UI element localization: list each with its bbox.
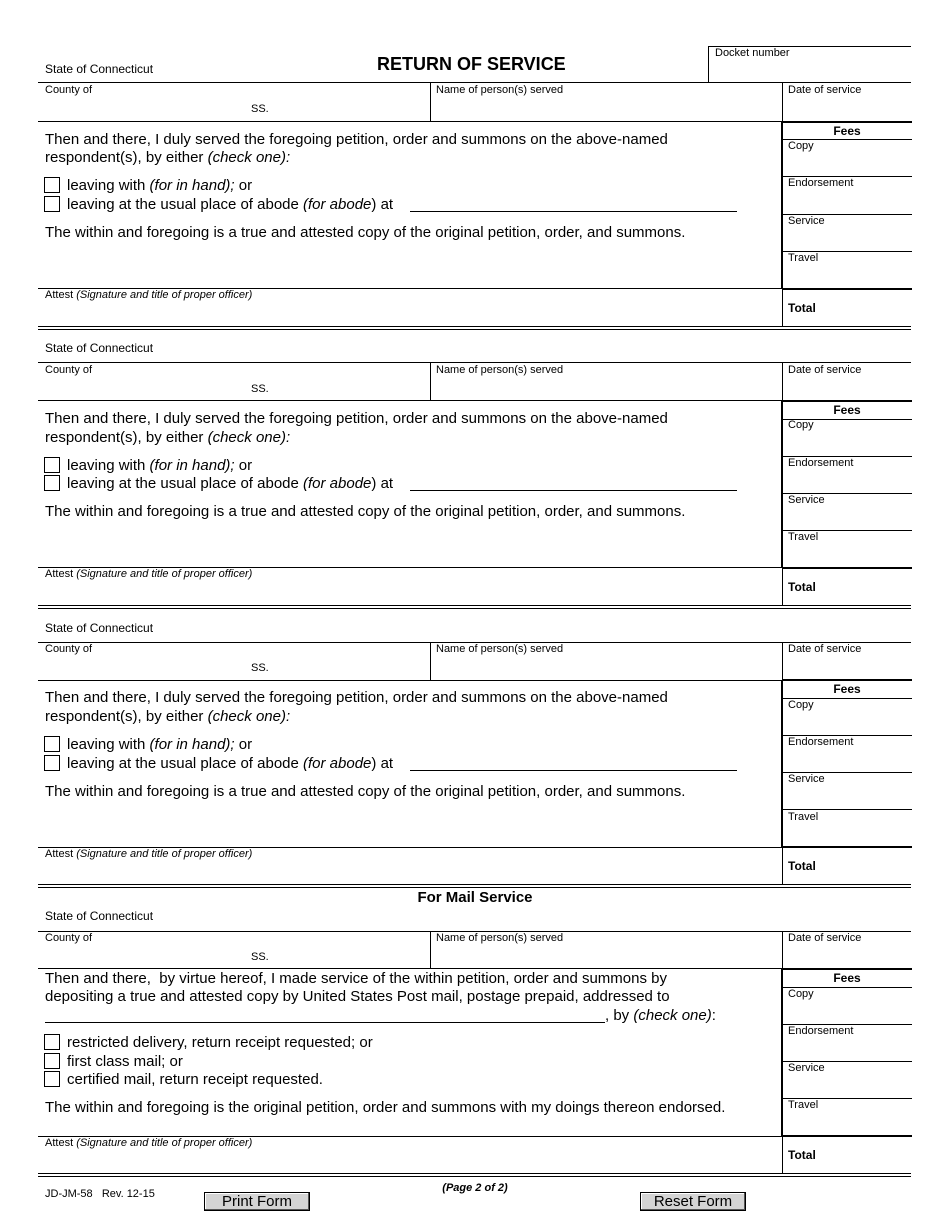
checkbox-certified-mail[interactable] bbox=[44, 1071, 60, 1087]
form-id: JD-JM-58 Rev. 12-15 bbox=[45, 1188, 155, 1200]
fees-heading: Fees bbox=[833, 971, 861, 985]
fee-endorsement-label: Endorsement bbox=[788, 1025, 854, 1037]
fee-service-label: Service bbox=[788, 773, 825, 785]
served-text: Then and there, I duly served the foregoing petition, order and summons on the above-named bbox=[45, 131, 668, 148]
fee-travel-label: Travel bbox=[788, 1099, 819, 1111]
county-label: County of bbox=[45, 932, 93, 944]
fee-copy-label: Copy bbox=[788, 699, 814, 711]
attest-label: Attest (Signature and title of proper officer) bbox=[45, 848, 253, 860]
fee-service-label: Service bbox=[788, 215, 825, 227]
true-copy-text: The within and foregoing is a true and attested copy of the original petition, order, and summons. bbox=[45, 503, 686, 520]
checkbox-in-hand[interactable] bbox=[44, 177, 60, 193]
county-label: County of bbox=[45, 643, 93, 655]
county-label: County of bbox=[45, 84, 93, 96]
state-label: State of Connecticut bbox=[45, 341, 154, 355]
fee-travel-label: Travel bbox=[788, 252, 819, 264]
abode-label: leaving at the usual place of abode (for abode) at bbox=[67, 755, 398, 772]
fees-heading: Fees bbox=[833, 124, 861, 138]
ss-label: SS. bbox=[251, 662, 269, 674]
fees-heading: Fees bbox=[833, 403, 861, 417]
attest-label: Attest (Signature and title of proper officer) bbox=[45, 1137, 253, 1149]
served-text-2: respondent(s), by either (check one): bbox=[45, 429, 291, 446]
fee-copy-label: Copy bbox=[788, 419, 814, 431]
county-label: County of bbox=[45, 364, 93, 376]
fee-travel-label: Travel bbox=[788, 531, 819, 543]
fee-endorsement-label: Endorsement bbox=[788, 736, 854, 748]
mail-text-3: , by (check one): bbox=[605, 1007, 716, 1024]
mail-text-1: Then and there, by virtue hereof, I made service of the within petition, order and summons by bbox=[45, 970, 667, 987]
state-label: State of Connecticut bbox=[45, 62, 154, 76]
fee-service-label: Service bbox=[788, 494, 825, 506]
fee-total-label: Total bbox=[788, 580, 816, 594]
true-copy-text: The within and foregoing is a true and attested copy of the original petition, order, and summons. bbox=[45, 224, 686, 241]
print-form-button[interactable]: Print Form bbox=[204, 1192, 310, 1211]
fee-total-label: Total bbox=[788, 301, 816, 315]
name-served-label: Name of person(s) served bbox=[436, 932, 564, 944]
date-of-service-label: Date of service bbox=[788, 84, 862, 96]
checkbox-restricted-delivery[interactable] bbox=[44, 1034, 60, 1050]
in-hand-label: leaving with (for in hand); or bbox=[67, 177, 253, 194]
attest-label: Attest (Signature and title of proper officer) bbox=[45, 289, 253, 301]
abode-address-line[interactable] bbox=[410, 770, 737, 771]
state-label: State of Connecticut bbox=[45, 909, 154, 923]
checkbox-abode[interactable] bbox=[44, 755, 60, 771]
page-number: (Page 2 of 2) bbox=[442, 1182, 508, 1194]
served-text: Then and there, I duly served the foregoing petition, order and summons on the above-named bbox=[45, 410, 668, 427]
docket-label: Docket number bbox=[715, 47, 790, 59]
fee-endorsement-label: Endorsement bbox=[788, 177, 854, 189]
reset-form-button[interactable]: Reset Form bbox=[640, 1192, 746, 1211]
ss-label: SS. bbox=[251, 951, 269, 963]
name-served-label: Name of person(s) served bbox=[436, 643, 564, 655]
true-copy-text: The within and foregoing is a true and attested copy of the original petition, order, and summons. bbox=[45, 783, 686, 800]
mail-address-line[interactable] bbox=[45, 1022, 605, 1023]
restricted-delivery-label: restricted delivery, return receipt requested; or bbox=[67, 1034, 373, 1051]
checkbox-abode[interactable] bbox=[44, 475, 60, 491]
in-hand-label: leaving with (for in hand); or bbox=[67, 736, 253, 753]
abode-address-line[interactable] bbox=[410, 490, 737, 491]
served-text-2: respondent(s), by either (check one): bbox=[45, 708, 291, 725]
endorsed-text: The within and foregoing is the original petition, order and summons with my doings thereon endorsed. bbox=[45, 1099, 726, 1116]
abode-label: leaving at the usual place of abode (for abode) at bbox=[67, 475, 398, 492]
in-hand-label: leaving with (for in hand); or bbox=[67, 457, 253, 474]
abode-label: leaving at the usual place of abode (for abode) at bbox=[67, 196, 398, 213]
checkbox-in-hand[interactable] bbox=[44, 736, 60, 752]
mail-text-2: depositing a true and attested copy by United States Post mail, postage prepaid, addressed to bbox=[45, 988, 670, 1005]
attest-label: Attest (Signature and title of proper officer) bbox=[45, 568, 253, 580]
fee-copy-label: Copy bbox=[788, 988, 814, 1000]
mail-service-heading: For Mail Service bbox=[417, 889, 533, 906]
fee-copy-label: Copy bbox=[788, 140, 814, 152]
fee-total-label: Total bbox=[788, 859, 816, 873]
name-served-label: Name of person(s) served bbox=[436, 364, 564, 376]
certified-mail-label: certified mail, return receipt requested. bbox=[67, 1071, 323, 1088]
fee-total-label: Total bbox=[788, 1148, 816, 1162]
first-class-label: first class mail; or bbox=[67, 1053, 183, 1070]
checkbox-first-class[interactable] bbox=[44, 1053, 60, 1069]
date-of-service-label: Date of service bbox=[788, 932, 862, 944]
checkbox-in-hand[interactable] bbox=[44, 457, 60, 473]
abode-address-line[interactable] bbox=[410, 211, 737, 212]
page-title: RETURN OF SERVICE bbox=[377, 54, 566, 74]
served-text: Then and there, I duly served the foregoing petition, order and summons on the above-named bbox=[45, 689, 668, 706]
ss-label: SS. bbox=[251, 103, 269, 115]
fee-service-label: Service bbox=[788, 1062, 825, 1074]
name-served-label: Name of person(s) served bbox=[436, 84, 564, 96]
date-of-service-label: Date of service bbox=[788, 364, 862, 376]
fees-heading: Fees bbox=[833, 682, 861, 696]
date-of-service-label: Date of service bbox=[788, 643, 862, 655]
state-label: State of Connecticut bbox=[45, 621, 154, 635]
checkbox-abode[interactable] bbox=[44, 196, 60, 212]
fee-travel-label: Travel bbox=[788, 811, 819, 823]
docket-number-field[interactable] bbox=[712, 62, 908, 80]
served-text-2: respondent(s), by either (check one): bbox=[45, 149, 291, 166]
ss-label: SS. bbox=[251, 383, 269, 395]
fee-endorsement-label: Endorsement bbox=[788, 457, 854, 469]
